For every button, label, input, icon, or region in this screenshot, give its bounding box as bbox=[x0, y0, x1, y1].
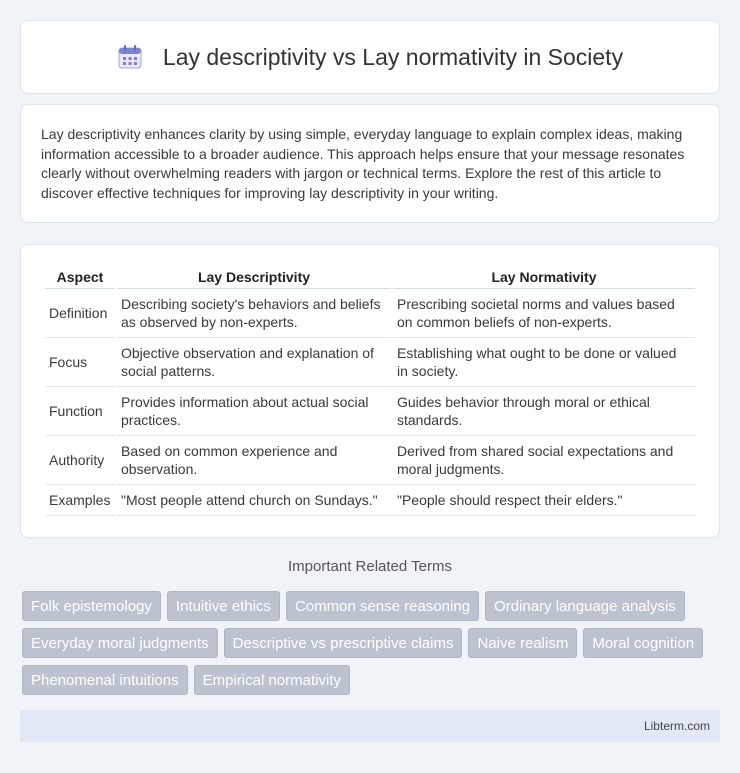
table-row bbox=[45, 338, 695, 387]
related-term-tag[interactable]: Common sense reasoning bbox=[286, 591, 479, 621]
descriptivity-cell: Objective observation and explanation of social patterns. bbox=[117, 338, 391, 387]
related-term-tag[interactable]: Intuitive ethics bbox=[167, 591, 280, 621]
table-row bbox=[45, 436, 695, 485]
normativity-cell: Guides behavior through moral or ethical standards. bbox=[393, 387, 695, 436]
aspect-cell: Examples bbox=[45, 485, 115, 516]
table-row bbox=[45, 387, 695, 436]
related-term-tag[interactable]: Descriptive vs prescriptive claims bbox=[224, 628, 463, 658]
column-header-aspect: Aspect bbox=[45, 265, 115, 289]
table-row bbox=[45, 485, 695, 516]
related-term-tag[interactable]: Empirical normativity bbox=[194, 665, 350, 695]
footer-site-link[interactable]: Libterm.com bbox=[643, 719, 710, 733]
aspect-cell: Focus bbox=[45, 338, 115, 387]
normativity-cell: Establishing what ought to be done or valued in society. bbox=[393, 338, 695, 387]
intro-card bbox=[20, 104, 720, 223]
comparison-card bbox=[20, 244, 720, 538]
normativity-cell: "People should respect their elders." bbox=[393, 485, 695, 516]
header-card bbox=[20, 20, 720, 94]
related-term-tag[interactable]: Moral cognition bbox=[583, 628, 703, 658]
normativity-cell: Derived from shared social expectations and moral judgments. bbox=[393, 436, 695, 485]
comparison-table bbox=[43, 265, 697, 516]
column-header-descriptivity: Lay Descriptivity bbox=[117, 265, 391, 289]
aspect-cell: Definition bbox=[45, 289, 115, 338]
descriptivity-cell: Describing society's behaviors and beliefs as observed by non-experts. bbox=[117, 289, 391, 338]
intro-paragraph: Lay descriptivity enhances clarity by using simple, everyday language to explain complex ideas, making information accessible to a broader audience. This approach helps ensure that your message resonates clearly without overwhelming readers with jargon or technical terms. Explore the rest of this article to discover effective techniques for improving lay descriptivity in your writing. bbox=[41, 126, 685, 201]
table-header-row bbox=[45, 265, 695, 289]
aspect-cell: Authority bbox=[45, 436, 115, 485]
descriptivity-cell: Based on common experience and observation. bbox=[117, 436, 391, 485]
normativity-cell: Prescribing societal norms and values based on common beliefs of non-experts. bbox=[393, 289, 695, 338]
aspect-cell: Function bbox=[45, 387, 115, 436]
footer bbox=[20, 710, 720, 742]
table-row bbox=[45, 289, 695, 338]
related-term-tag[interactable]: Ordinary language analysis bbox=[485, 591, 685, 621]
column-header-normativity: Lay Normativity bbox=[393, 265, 695, 289]
page-title: Lay descriptivity vs Lay normativity in Society bbox=[162, 43, 624, 70]
descriptivity-cell: "Most people attend church on Sundays." bbox=[117, 485, 391, 516]
related-term-tag[interactable]: Phenomenal intuitions bbox=[22, 665, 188, 695]
related-terms-list bbox=[22, 591, 722, 695]
related-term-tag[interactable]: Folk epistemology bbox=[22, 591, 161, 621]
descriptivity-cell: Provides information about actual social practices. bbox=[117, 387, 391, 436]
related-terms-title: Important Related Terms bbox=[288, 558, 452, 575]
related-term-tag[interactable]: Naive realism bbox=[468, 628, 577, 658]
calendar-icon bbox=[117, 44, 143, 70]
related-term-tag[interactable]: Everyday moral judgments bbox=[22, 628, 218, 658]
